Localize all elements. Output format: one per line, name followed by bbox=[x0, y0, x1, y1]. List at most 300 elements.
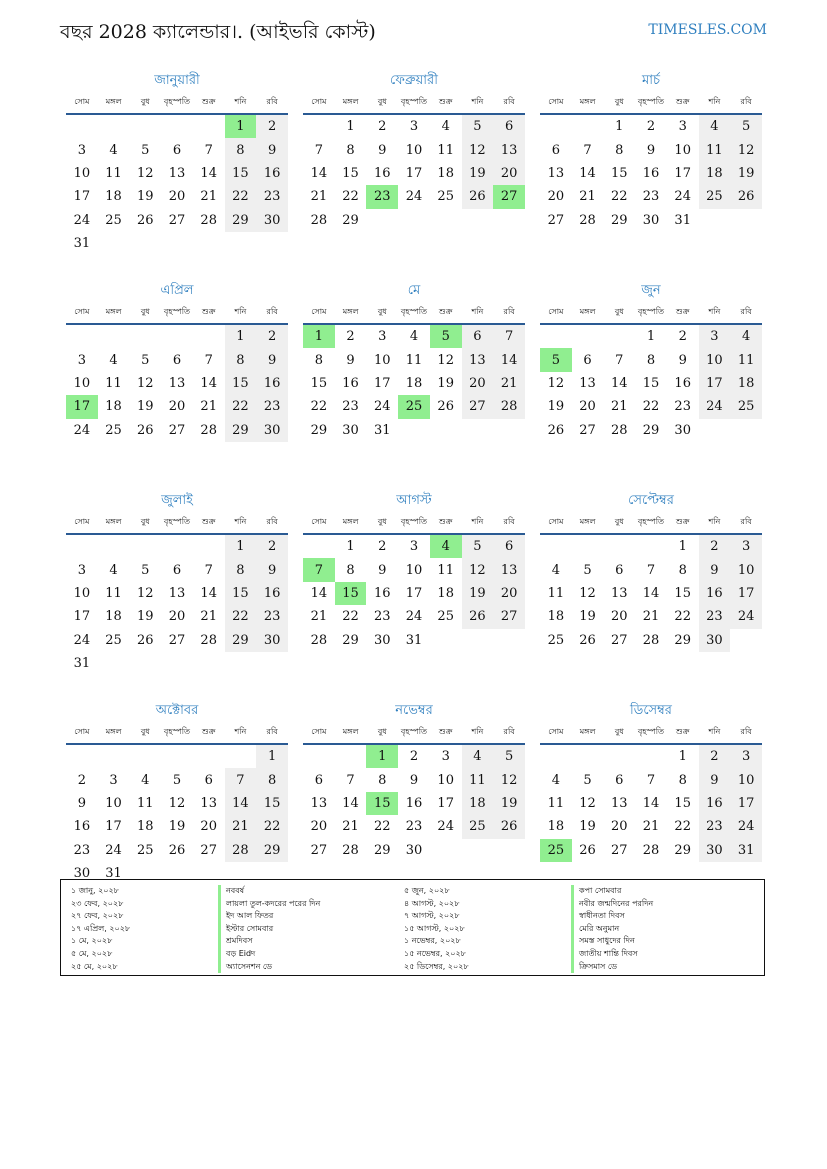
day-cell[interactable]: 11 bbox=[730, 348, 762, 371]
day-cell[interactable]: 30 bbox=[73, 866, 91, 882]
day-cell[interactable]: 9 bbox=[346, 352, 355, 368]
day-cell[interactable]: 28 bbox=[310, 632, 328, 648]
day-cell[interactable]: 9 bbox=[256, 348, 288, 371]
day-cell[interactable]: 15 bbox=[611, 165, 628, 181]
day-cell[interactable]: 22 bbox=[225, 395, 257, 418]
day-cell[interactable]: 9 bbox=[256, 558, 288, 581]
day-cell[interactable]: 3 bbox=[409, 539, 419, 555]
day-cell[interactable]: 6 bbox=[172, 562, 182, 578]
day-cell[interactable]: 9 bbox=[77, 795, 86, 811]
day-cell[interactable]: 13 bbox=[493, 138, 525, 161]
day-cell[interactable]: 9 bbox=[678, 352, 687, 368]
day-cell[interactable]: 7 bbox=[225, 768, 257, 791]
day-cell[interactable]: 28 bbox=[342, 842, 359, 858]
day-cell[interactable]: 15 bbox=[674, 795, 691, 811]
day-cell[interactable]: 10 bbox=[73, 585, 91, 601]
holiday-day-cell[interactable]: 25 bbox=[398, 395, 430, 418]
day-cell[interactable]: 27 bbox=[462, 395, 494, 418]
day-cell[interactable]: 29 bbox=[225, 419, 257, 442]
day-cell[interactable]: 31 bbox=[73, 236, 91, 252]
day-cell[interactable]: 27 bbox=[493, 605, 525, 628]
day-cell[interactable]: 11 bbox=[105, 585, 122, 601]
day-cell[interactable]: 12 bbox=[579, 585, 596, 601]
day-cell[interactable]: 11 bbox=[462, 768, 494, 791]
day-cell[interactable]: 13 bbox=[310, 795, 328, 811]
site-link[interactable]: TIMESLES.COM bbox=[648, 22, 767, 38]
day-cell[interactable]: 4 bbox=[462, 745, 494, 768]
day-cell[interactable]: 6 bbox=[615, 772, 624, 788]
day-cell[interactable]: 17 bbox=[437, 795, 454, 811]
day-cell[interactable]: 5 bbox=[462, 115, 494, 138]
day-cell[interactable]: 14 bbox=[200, 165, 217, 181]
day-cell[interactable]: 22 bbox=[611, 189, 628, 205]
day-cell[interactable]: 18 bbox=[730, 372, 762, 395]
day-cell[interactable]: 29 bbox=[225, 209, 257, 232]
day-cell[interactable]: 29 bbox=[342, 632, 359, 648]
day-cell[interactable]: 27 bbox=[168, 422, 186, 438]
day-cell[interactable]: 10 bbox=[374, 352, 391, 368]
day-cell[interactable]: 21 bbox=[493, 372, 525, 395]
day-cell[interactable]: 17 bbox=[674, 165, 691, 181]
day-cell[interactable]: 23 bbox=[674, 399, 691, 415]
day-cell[interactable]: 10 bbox=[674, 142, 691, 158]
day-cell[interactable]: 3 bbox=[441, 749, 450, 765]
day-cell[interactable]: 6 bbox=[493, 115, 525, 138]
day-cell[interactable]: 6 bbox=[583, 352, 592, 368]
day-cell[interactable]: 10 bbox=[405, 142, 423, 158]
holiday-day-cell[interactable]: 27 bbox=[493, 185, 525, 208]
day-cell[interactable]: 25 bbox=[137, 842, 154, 858]
holiday-day-cell[interactable]: 1 bbox=[225, 115, 257, 138]
day-cell[interactable]: 26 bbox=[493, 815, 525, 838]
day-cell[interactable]: 21 bbox=[200, 609, 217, 625]
day-cell[interactable]: 9 bbox=[378, 142, 387, 158]
day-cell[interactable]: 28 bbox=[200, 212, 217, 228]
day-cell[interactable]: 13 bbox=[579, 375, 596, 391]
day-cell[interactable]: 23 bbox=[256, 185, 288, 208]
day-cell[interactable]: 20 bbox=[168, 399, 186, 415]
day-cell[interactable]: 3 bbox=[77, 142, 86, 158]
day-cell[interactable]: 17 bbox=[405, 585, 423, 601]
day-cell[interactable]: 11 bbox=[105, 165, 122, 181]
day-cell[interactable]: 2 bbox=[256, 325, 288, 348]
day-cell[interactable]: 19 bbox=[437, 375, 454, 391]
day-cell[interactable]: 20 bbox=[579, 399, 596, 415]
day-cell[interactable]: 6 bbox=[172, 352, 182, 368]
day-cell[interactable]: 6 bbox=[204, 772, 213, 788]
day-cell[interactable]: 21 bbox=[579, 189, 596, 205]
day-cell[interactable]: 2 bbox=[678, 329, 687, 345]
day-cell[interactable]: 20 bbox=[168, 189, 186, 205]
day-cell[interactable]: 4 bbox=[730, 325, 762, 348]
holiday-day-cell[interactable]: 15 bbox=[366, 792, 398, 815]
day-cell[interactable]: 13 bbox=[168, 375, 186, 391]
day-cell[interactable]: 24 bbox=[730, 605, 762, 628]
day-cell[interactable]: 18 bbox=[547, 819, 565, 835]
day-cell[interactable]: 10 bbox=[73, 165, 91, 181]
day-cell[interactable]: 12 bbox=[547, 375, 565, 391]
day-cell[interactable]: 24 bbox=[437, 819, 454, 835]
day-cell[interactable]: 6 bbox=[172, 142, 182, 158]
day-cell[interactable]: 1 bbox=[678, 539, 687, 555]
holiday-day-cell[interactable]: 17 bbox=[66, 395, 98, 418]
day-cell[interactable]: 27 bbox=[200, 842, 217, 858]
day-cell[interactable]: 24 bbox=[73, 212, 91, 228]
day-cell[interactable]: 28 bbox=[225, 839, 257, 862]
day-cell[interactable]: 16 bbox=[73, 819, 91, 835]
day-cell[interactable]: 22 bbox=[225, 185, 257, 208]
day-cell[interactable]: 21 bbox=[310, 609, 328, 625]
day-cell[interactable]: 5 bbox=[141, 562, 150, 578]
day-cell[interactable]: 2 bbox=[409, 749, 419, 765]
day-cell[interactable]: 27 bbox=[168, 212, 186, 228]
day-cell[interactable]: 19 bbox=[730, 162, 762, 185]
day-cell[interactable]: 26 bbox=[462, 605, 494, 628]
day-cell[interactable]: 16 bbox=[642, 165, 660, 181]
day-cell[interactable]: 2 bbox=[256, 535, 288, 558]
day-cell[interactable]: 22 bbox=[225, 605, 257, 628]
day-cell[interactable]: 3 bbox=[730, 745, 762, 768]
day-cell[interactable]: 21 bbox=[225, 815, 257, 838]
day-cell[interactable]: 20 bbox=[310, 819, 328, 835]
day-cell[interactable]: 25 bbox=[105, 632, 122, 648]
day-cell[interactable]: 15 bbox=[642, 375, 660, 391]
day-cell[interactable]: 29 bbox=[225, 629, 257, 652]
day-cell[interactable]: 27 bbox=[547, 212, 565, 228]
day-cell[interactable]: 13 bbox=[493, 558, 525, 581]
day-cell[interactable]: 23 bbox=[256, 605, 288, 628]
day-cell[interactable]: 17 bbox=[105, 819, 122, 835]
holiday-day-cell[interactable]: 1 bbox=[303, 325, 335, 348]
day-cell[interactable]: 25 bbox=[699, 185, 731, 208]
day-cell[interactable]: 29 bbox=[674, 842, 691, 858]
day-cell[interactable]: 7 bbox=[346, 772, 355, 788]
holiday-day-cell[interactable]: 5 bbox=[540, 348, 572, 371]
day-cell[interactable]: 12 bbox=[730, 138, 762, 161]
day-cell[interactable]: 28 bbox=[642, 842, 660, 858]
day-cell[interactable]: 2 bbox=[699, 535, 731, 558]
day-cell[interactable]: 26 bbox=[730, 185, 762, 208]
day-cell[interactable]: 30 bbox=[699, 839, 731, 862]
day-cell[interactable]: 14 bbox=[310, 165, 328, 181]
day-cell[interactable]: 14 bbox=[200, 375, 217, 391]
day-cell[interactable]: 5 bbox=[462, 535, 494, 558]
day-cell[interactable]: 11 bbox=[137, 795, 154, 811]
day-cell[interactable]: 6 bbox=[551, 142, 560, 158]
day-cell[interactable]: 12 bbox=[137, 585, 154, 601]
day-cell[interactable]: 25 bbox=[462, 815, 494, 838]
day-cell[interactable]: 4 bbox=[109, 142, 118, 158]
day-cell[interactable]: 14 bbox=[310, 585, 328, 601]
day-cell[interactable]: 27 bbox=[579, 422, 596, 438]
day-cell[interactable]: 17 bbox=[374, 375, 391, 391]
day-cell[interactable]: 20 bbox=[462, 372, 494, 395]
day-cell[interactable]: 10 bbox=[105, 795, 122, 811]
day-cell[interactable]: 17 bbox=[699, 372, 731, 395]
day-cell[interactable]: 24 bbox=[405, 609, 423, 625]
day-cell[interactable]: 15 bbox=[225, 582, 257, 605]
day-cell[interactable]: 29 bbox=[642, 422, 660, 438]
day-cell[interactable]: 25 bbox=[730, 395, 762, 418]
day-cell[interactable]: 19 bbox=[137, 189, 154, 205]
day-cell[interactable]: 16 bbox=[699, 792, 731, 815]
day-cell[interactable]: 12 bbox=[462, 138, 494, 161]
day-cell[interactable]: 11 bbox=[547, 585, 565, 601]
day-cell[interactable]: 27 bbox=[611, 632, 628, 648]
day-cell[interactable]: 11 bbox=[405, 352, 423, 368]
day-cell[interactable]: 26 bbox=[137, 212, 154, 228]
day-cell[interactable]: 30 bbox=[674, 422, 691, 438]
day-cell[interactable]: 30 bbox=[342, 422, 359, 438]
day-cell[interactable]: 21 bbox=[200, 399, 217, 415]
day-cell[interactable]: 9 bbox=[256, 138, 288, 161]
day-cell[interactable]: 20 bbox=[493, 582, 525, 605]
day-cell[interactable]: 28 bbox=[579, 212, 596, 228]
day-cell[interactable]: 6 bbox=[615, 562, 624, 578]
day-cell[interactable]: 9 bbox=[699, 558, 731, 581]
day-cell[interactable]: 22 bbox=[256, 815, 288, 838]
day-cell[interactable]: 18 bbox=[405, 375, 423, 391]
holiday-day-cell[interactable]: 23 bbox=[366, 185, 398, 208]
day-cell[interactable]: 25 bbox=[547, 632, 565, 648]
day-cell[interactable]: 16 bbox=[256, 372, 288, 395]
day-cell[interactable]: 22 bbox=[374, 819, 391, 835]
day-cell[interactable]: 16 bbox=[699, 582, 731, 605]
day-cell[interactable]: 3 bbox=[678, 119, 687, 135]
day-cell[interactable]: 18 bbox=[437, 165, 454, 181]
day-cell[interactable]: 7 bbox=[646, 772, 656, 788]
day-cell[interactable]: 8 bbox=[678, 772, 687, 788]
day-cell[interactable]: 15 bbox=[256, 792, 288, 815]
day-cell[interactable]: 9 bbox=[409, 772, 419, 788]
day-cell[interactable]: 26 bbox=[547, 422, 565, 438]
day-cell[interactable]: 19 bbox=[462, 162, 494, 185]
day-cell[interactable]: 28 bbox=[642, 632, 660, 648]
day-cell[interactable]: 29 bbox=[374, 842, 391, 858]
day-cell[interactable]: 13 bbox=[200, 795, 217, 811]
day-cell[interactable]: 18 bbox=[462, 792, 494, 815]
day-cell[interactable]: 14 bbox=[342, 795, 359, 811]
day-cell[interactable]: 18 bbox=[105, 609, 122, 625]
day-cell[interactable]: 11 bbox=[699, 138, 731, 161]
day-cell[interactable]: 10 bbox=[699, 348, 731, 371]
day-cell[interactable]: 1 bbox=[225, 325, 257, 348]
day-cell[interactable]: 26 bbox=[579, 842, 596, 858]
day-cell[interactable]: 16 bbox=[256, 162, 288, 185]
day-cell[interactable]: 16 bbox=[405, 795, 423, 811]
day-cell[interactable]: 24 bbox=[699, 395, 731, 418]
day-cell[interactable]: 10 bbox=[73, 375, 91, 391]
day-cell[interactable]: 18 bbox=[137, 819, 154, 835]
day-cell[interactable]: 20 bbox=[493, 162, 525, 185]
day-cell[interactable]: 17 bbox=[730, 582, 762, 605]
day-cell[interactable]: 12 bbox=[579, 795, 596, 811]
day-cell[interactable]: 13 bbox=[611, 795, 628, 811]
day-cell[interactable]: 21 bbox=[200, 189, 217, 205]
day-cell[interactable]: 25 bbox=[437, 609, 454, 625]
day-cell[interactable]: 21 bbox=[342, 819, 359, 835]
day-cell[interactable]: 22 bbox=[674, 819, 691, 835]
day-cell[interactable]: 23 bbox=[73, 842, 91, 858]
day-cell[interactable]: 14 bbox=[200, 585, 217, 601]
day-cell[interactable]: 15 bbox=[225, 162, 257, 185]
day-cell[interactable]: 27 bbox=[168, 632, 186, 648]
day-cell[interactable]: 23 bbox=[342, 399, 359, 415]
day-cell[interactable]: 8 bbox=[225, 348, 257, 371]
day-cell[interactable]: 28 bbox=[200, 422, 217, 438]
day-cell[interactable]: 20 bbox=[611, 819, 628, 835]
day-cell[interactable]: 2 bbox=[378, 119, 387, 135]
day-cell[interactable]: 18 bbox=[547, 609, 565, 625]
day-cell[interactable]: 30 bbox=[642, 212, 660, 228]
day-cell[interactable]: 30 bbox=[256, 419, 288, 442]
day-cell[interactable]: 12 bbox=[437, 352, 454, 368]
day-cell[interactable]: 21 bbox=[642, 819, 660, 835]
holiday-day-cell[interactable]: 1 bbox=[366, 745, 398, 768]
day-cell[interactable]: 1 bbox=[346, 119, 355, 135]
day-cell[interactable]: 24 bbox=[73, 422, 91, 438]
day-cell[interactable]: 26 bbox=[462, 185, 494, 208]
day-cell[interactable]: 5 bbox=[583, 562, 592, 578]
day-cell[interactable]: 8 bbox=[225, 558, 257, 581]
day-cell[interactable]: 9 bbox=[378, 562, 387, 578]
day-cell[interactable]: 24 bbox=[405, 189, 423, 205]
day-cell[interactable]: 11 bbox=[437, 142, 454, 158]
day-cell[interactable]: 5 bbox=[141, 352, 150, 368]
day-cell[interactable]: 12 bbox=[137, 165, 154, 181]
day-cell[interactable]: 27 bbox=[611, 842, 628, 858]
day-cell[interactable]: 13 bbox=[611, 585, 628, 601]
day-cell[interactable]: 24 bbox=[374, 399, 391, 415]
day-cell[interactable]: 7 bbox=[615, 352, 624, 368]
day-cell[interactable]: 6 bbox=[314, 772, 323, 788]
day-cell[interactable]: 2 bbox=[77, 772, 86, 788]
day-cell[interactable]: 3 bbox=[730, 535, 762, 558]
day-cell[interactable]: 11 bbox=[105, 375, 122, 391]
day-cell[interactable]: 30 bbox=[256, 629, 288, 652]
day-cell[interactable]: 10 bbox=[405, 562, 423, 578]
day-cell[interactable]: 28 bbox=[200, 632, 217, 648]
day-cell[interactable]: 22 bbox=[342, 189, 359, 205]
day-cell[interactable]: 23 bbox=[699, 815, 731, 838]
day-cell[interactable]: 7 bbox=[204, 562, 213, 578]
day-cell[interactable]: 8 bbox=[646, 352, 656, 368]
day-cell[interactable]: 19 bbox=[579, 819, 596, 835]
day-cell[interactable]: 8 bbox=[314, 352, 323, 368]
day-cell[interactable]: 4 bbox=[141, 772, 150, 788]
day-cell[interactable]: 30 bbox=[405, 842, 423, 858]
day-cell[interactable]: 3 bbox=[109, 772, 118, 788]
day-cell[interactable]: 7 bbox=[583, 142, 592, 158]
day-cell[interactable]: 31 bbox=[674, 212, 691, 228]
day-cell[interactable]: 19 bbox=[579, 609, 596, 625]
day-cell[interactable]: 15 bbox=[310, 375, 328, 391]
day-cell[interactable]: 16 bbox=[674, 375, 691, 391]
day-cell[interactable]: 31 bbox=[73, 656, 91, 672]
day-cell[interactable]: 7 bbox=[204, 352, 213, 368]
day-cell[interactable]: 4 bbox=[109, 562, 118, 578]
day-cell[interactable]: 23 bbox=[699, 605, 731, 628]
day-cell[interactable]: 22 bbox=[342, 609, 359, 625]
day-cell[interactable]: 14 bbox=[611, 375, 628, 391]
day-cell[interactable]: 1 bbox=[225, 535, 257, 558]
day-cell[interactable]: 28 bbox=[310, 212, 328, 228]
day-cell[interactable]: 29 bbox=[256, 839, 288, 862]
day-cell[interactable]: 10 bbox=[730, 558, 762, 581]
day-cell[interactable]: 13 bbox=[547, 165, 565, 181]
day-cell[interactable]: 18 bbox=[437, 585, 454, 601]
day-cell[interactable]: 22 bbox=[674, 609, 691, 625]
day-cell[interactable]: 8 bbox=[378, 772, 387, 788]
day-cell[interactable]: 14 bbox=[579, 165, 596, 181]
day-cell[interactable]: 6 bbox=[462, 325, 494, 348]
day-cell[interactable]: 4 bbox=[409, 329, 419, 345]
day-cell[interactable]: 12 bbox=[493, 768, 525, 791]
day-cell[interactable]: 7 bbox=[204, 142, 213, 158]
day-cell[interactable]: 11 bbox=[437, 562, 454, 578]
day-cell[interactable]: 23 bbox=[374, 609, 391, 625]
day-cell[interactable]: 8 bbox=[678, 562, 687, 578]
day-cell[interactable]: 20 bbox=[168, 609, 186, 625]
day-cell[interactable]: 9 bbox=[699, 768, 731, 791]
day-cell[interactable]: 14 bbox=[225, 792, 257, 815]
day-cell[interactable]: 27 bbox=[310, 842, 328, 858]
day-cell[interactable]: 28 bbox=[611, 422, 628, 438]
day-cell[interactable]: 30 bbox=[699, 629, 731, 652]
day-cell[interactable]: 30 bbox=[374, 632, 391, 648]
day-cell[interactable]: 8 bbox=[346, 562, 355, 578]
day-cell[interactable]: 31 bbox=[374, 422, 391, 438]
day-cell[interactable]: 14 bbox=[642, 795, 660, 811]
day-cell[interactable]: 9 bbox=[646, 142, 656, 158]
day-cell[interactable]: 5 bbox=[141, 142, 150, 158]
day-cell[interactable]: 16 bbox=[374, 585, 391, 601]
day-cell[interactable]: 31 bbox=[730, 839, 762, 862]
day-cell[interactable]: 17 bbox=[73, 609, 91, 625]
day-cell[interactable]: 1 bbox=[615, 119, 624, 135]
day-cell[interactable]: 29 bbox=[342, 212, 359, 228]
day-cell[interactable]: 31 bbox=[105, 866, 122, 882]
day-cell[interactable]: 5 bbox=[583, 772, 592, 788]
day-cell[interactable]: 24 bbox=[730, 815, 762, 838]
day-cell[interactable]: 31 bbox=[405, 632, 423, 648]
day-cell[interactable]: 4 bbox=[551, 772, 560, 788]
day-cell[interactable]: 16 bbox=[342, 375, 359, 391]
day-cell[interactable]: 7 bbox=[314, 142, 323, 158]
day-cell[interactable]: 4 bbox=[441, 119, 450, 135]
day-cell[interactable]: 21 bbox=[310, 189, 328, 205]
day-cell[interactable]: 16 bbox=[256, 582, 288, 605]
day-cell[interactable]: 15 bbox=[342, 165, 359, 181]
day-cell[interactable]: 20 bbox=[547, 189, 565, 205]
day-cell[interactable]: 18 bbox=[105, 399, 122, 415]
day-cell[interactable]: 22 bbox=[310, 399, 328, 415]
day-cell[interactable]: 25 bbox=[105, 212, 122, 228]
day-cell[interactable]: 14 bbox=[642, 585, 660, 601]
day-cell[interactable]: 13 bbox=[168, 585, 186, 601]
day-cell[interactable]: 5 bbox=[493, 745, 525, 768]
day-cell[interactable]: 19 bbox=[137, 609, 154, 625]
day-cell[interactable]: 8 bbox=[615, 142, 624, 158]
day-cell[interactable]: 10 bbox=[437, 772, 454, 788]
day-cell[interactable]: 11 bbox=[547, 795, 565, 811]
day-cell[interactable]: 24 bbox=[105, 842, 122, 858]
holiday-day-cell[interactable]: 25 bbox=[540, 839, 572, 862]
day-cell[interactable]: 28 bbox=[493, 395, 525, 418]
day-cell[interactable]: 19 bbox=[168, 819, 186, 835]
day-cell[interactable]: 5 bbox=[172, 772, 182, 788]
day-cell[interactable]: 17 bbox=[405, 165, 423, 181]
